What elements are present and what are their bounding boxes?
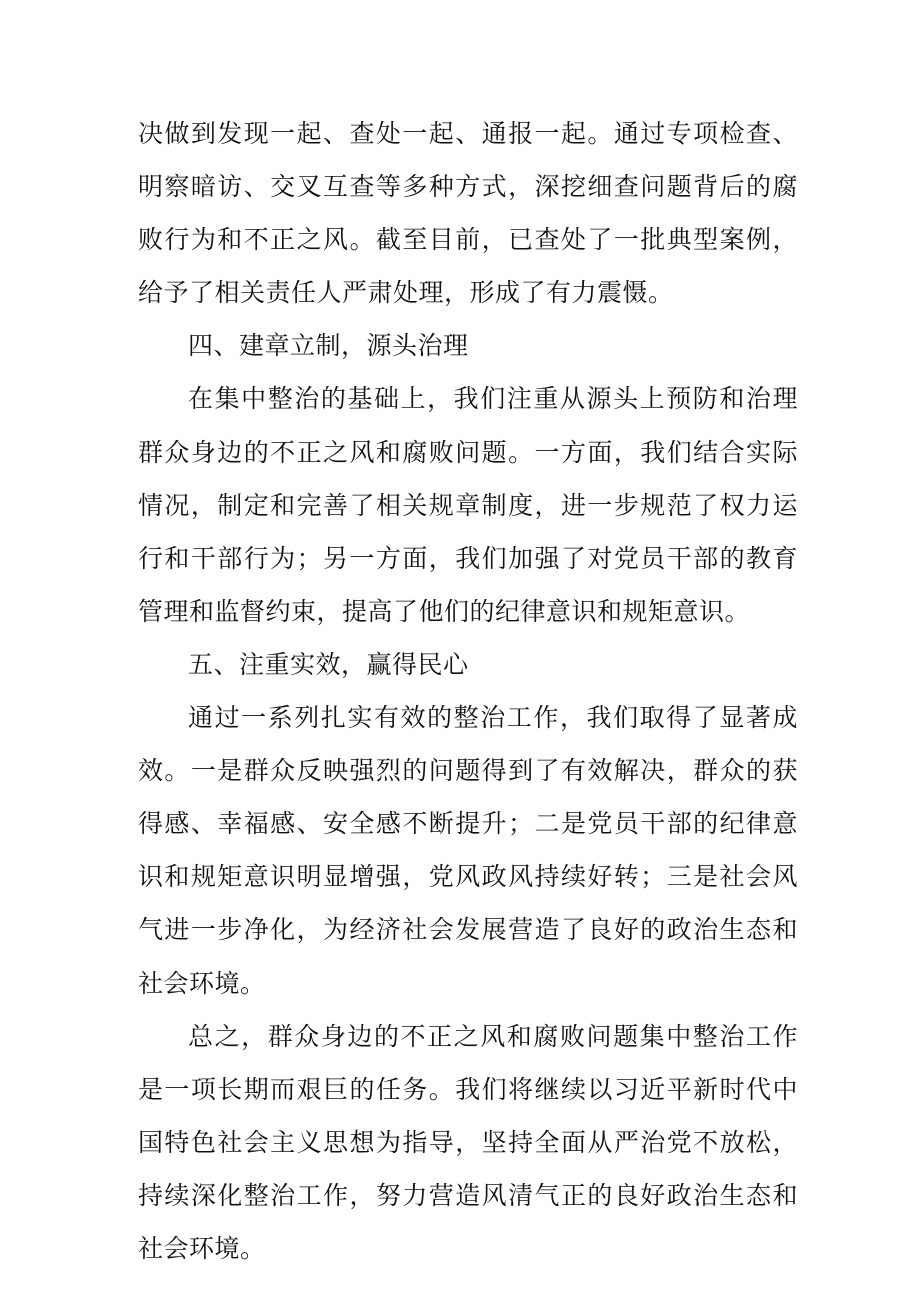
paragraph-continued: 决做到发现一起、查处一起、通报一起。通过专项检查、明察暗访、交叉互查等多种方式，深挖细查问题背后的腐败行为和不正之风。截至目前，已查处了一批典型案例，给予了相关责任人严肃处理，形成了有力震慑。 [138, 119, 798, 308]
paragraph-conclusion: 总之，群众身边的不正之风和腐败问题集中整治工作是一项长期而艰巨的任务。我们将继续以习近平新时代中国特色社会主义思想为指导，坚持全面从严治党不放松，持续深化整治工作，努力营造风清气正的良好政治生态和社会环境。 [138, 1021, 798, 1263]
section-heading-five: 五、注重实效，赢得民心 [188, 649, 469, 679]
paragraph-source-governance: 在集中整治的基础上，我们注重从源头上预防和治理群众身边的不正之风和腐败问题。一方面，我们结合实际情况，制定和完善了相关规章制度，进一步规范了权力运行和干部行为；另一方面，我们加强了对党员干部的教育管理和监督约束，提高了他们的纪律意识和规矩意识。 [138, 384, 798, 626]
paragraph-results: 通过一系列扎实有效的整治工作，我们取得了显著成效。一是群众反映强烈的问题得到了有效解决，群众的获得感、幸福感、安全感不断提升；二是党员干部的纪律意识和规矩意识明显增强，党风政风持续好转；三是社会风气进一步净化，为经济社会发展营造了良好的政治生态和社会环境。 [138, 703, 798, 998]
document-body [138, 107, 798, 1275]
section-heading-four: 四、建章立制，源头治理 [188, 331, 469, 361]
